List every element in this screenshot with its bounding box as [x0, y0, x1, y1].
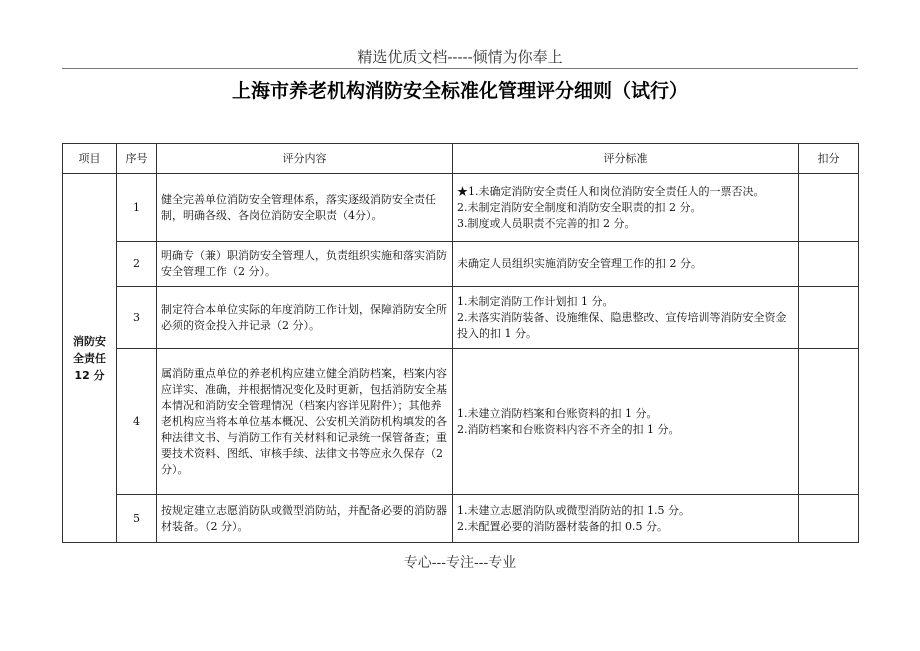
criteria-line: 1.未建立消防档案和台账资料的扣 1 分。 [457, 406, 658, 420]
criteria-line: 2.消防档案和台账资料内容不齐全的扣 1 分。 [457, 422, 680, 436]
criteria-line: 3.制度或人员职责不完善的扣 2 分。 [457, 216, 636, 230]
criteria-line: 1.未建立志愿消防队或微型消防站的扣 1.5 分。 [457, 503, 690, 517]
scoring-content: 属消防重点单位的养老机构应建立健全消防档案，档案内容应详实、准确，并根据情况变化及时更新，包括消防安全基本情况和消防安全管理情况（档案内容详见附件）；其他养老机构应当将本单位基本概况、公安机关消防机构填发的各种法律文书、与消防工作有关材料和记录统一保管备查；重要技术资料、图纸、审核手续、法律文书等应永久保存（2 分）。 [157, 349, 453, 495]
category-line: 消防安 [73, 334, 106, 348]
category-cell [63, 174, 117, 543]
criteria-line: 未确定人员组织实施消防安全管理工作的扣 2 分。 [457, 257, 702, 270]
column-header-content: 评分内容 [157, 144, 453, 174]
criteria-line: 2.未制定消防安全制度和消防安全职责的扣 2 分。 [457, 200, 702, 214]
category-line: 12 分 [74, 368, 105, 382]
row-number: 3 [117, 287, 157, 349]
criteria-line: 1.未制定消防工作计划扣 1 分。 [457, 294, 614, 308]
criteria-line: 2.未配置必要的消防器材装备的扣 0.5 分。 [457, 519, 668, 533]
scoring-criteria [453, 174, 799, 242]
deduction-cell[interactable] [799, 287, 859, 349]
criteria-line: 2.未落实消防装备、设施维保、隐患整改、宣传培训等消防安全资金投入的扣 1 分。 [457, 310, 787, 340]
column-header-deduction: 扣分 [799, 144, 859, 174]
page-footer: 专心---专注---专业 [403, 555, 517, 571]
table-row [63, 349, 859, 495]
document-title: 上海市养老机构消防安全标准化管理评分细则（试行） [231, 80, 688, 102]
column-header-item: 项目 [63, 144, 117, 174]
table-row [63, 287, 859, 349]
row-number: 2 [117, 242, 157, 287]
table-header-row [63, 144, 859, 174]
scoring-criteria [453, 242, 799, 287]
scoring-content: 健全完善单位消防安全管理体系，落实逐级消防安全责任制，明确各级、各岗位消防安全职责（4分）。 [157, 174, 453, 242]
row-number: 5 [117, 495, 157, 543]
row-number: 1 [117, 174, 157, 242]
criteria-line: ★1.未确定消防安全责任人和岗位消防安全责任人的一票否决。 [457, 184, 765, 198]
scoring-content: 明确专（兼）职消防安全管理人，负责组织实施和落实消防安全管理工作（2 分）。 [157, 242, 453, 287]
category-line: 全责任 [73, 351, 106, 365]
scoring-criteria [453, 349, 799, 495]
column-header-criteria: 评分标准 [453, 144, 799, 174]
deduction-cell[interactable] [799, 242, 859, 287]
column-header-number: 序号 [117, 144, 157, 174]
table-row [63, 242, 859, 287]
deduction-cell[interactable] [799, 495, 859, 543]
scoring-content: 按规定建立志愿消防队或微型消防站，并配备必要的消防器材装备。（2 分）。 [157, 495, 453, 543]
scoring-content: 制定符合本单位实际的年度消防工作计划，保障消防安全所必须的资金投入并记录（2 分）。 [157, 287, 453, 349]
page-header: 精选优质文档-----倾情为你奉上 [357, 48, 563, 66]
row-number: 4 [117, 349, 157, 495]
scoring-criteria [453, 287, 799, 349]
deduction-cell[interactable] [799, 349, 859, 495]
scoring-criteria [453, 495, 799, 543]
table-row [63, 495, 859, 543]
table-row [63, 174, 859, 242]
deduction-cell[interactable] [799, 174, 859, 242]
scoring-table [62, 143, 859, 543]
header-divider [62, 68, 858, 69]
